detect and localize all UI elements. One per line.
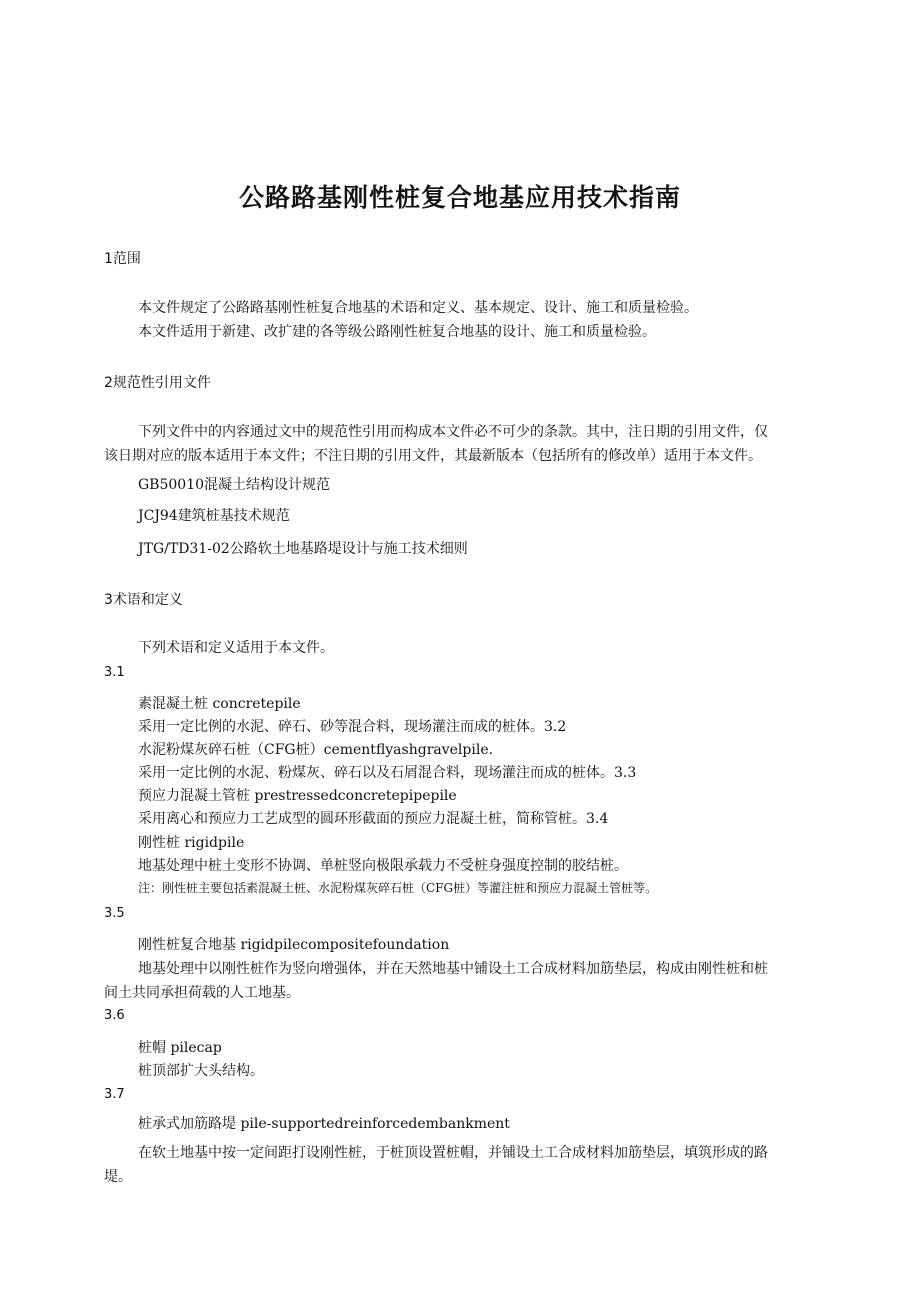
term-3-4-title: 刚性桩 rigidpile (138, 835, 245, 851)
term-3-3-definition: 采用离心和预应力工艺成型的圆环形截面的预应力混凝土桩，简称管桩。3.4 (138, 811, 609, 827)
term-number-3-1: 3.1 (104, 665, 125, 680)
reference-gb50010: GB50010混凝土结构设计规范 (138, 477, 331, 493)
section-1-paragraph-2: 本文件适用于新建、改扩建的各等级公路刚性桩复合地基的设计、施工和质量检验。 (138, 324, 656, 340)
term-3-7-definition-line-1: 在软土地基中按一定间距打设刚性桩，于桩顶设置桩帽，并铺设土工合成材料加筋垫层，填筑形成的路 (138, 1145, 768, 1161)
section-2-paragraph-line-1: 下列文件中的内容通过文中的规范性引用而构成本文件必不可少的条款。其中，注日期的引用文件，仅 (138, 424, 768, 440)
reference-jtg-td31-02: JTG/TD31-02公路软土地基路堤设计与施工技术细则 (138, 541, 468, 557)
term-3-2-definition: 采用一定比例的水泥、粉煤灰、碎石以及石屑混合料，现场灌注而成的桩体。3.3 (138, 765, 637, 781)
term-3-5-definition-line-1: 地基处理中以刚性桩作为竖向增强体，并在天然地基中铺设土工合成材料加筋垫层，构成由刚性桩和桩 (138, 961, 768, 977)
term-3-2-title: 水泥粉煤灰碎石桩（CFG桩）cementflyashgravelpile. (138, 742, 494, 758)
section-3-heading: 3术语和定义 (104, 592, 183, 608)
term-3-1-definition: 采用一定比例的水泥、碎石、砂等混合料，现场灌注而成的桩体。3.2 (138, 719, 567, 735)
term-number-3-6: 3.6 (104, 1008, 125, 1023)
section-1-heading: 1范围 (104, 251, 141, 267)
term-3-7-definition-line-2: 堤。 (104, 1169, 132, 1185)
term-3-3-title: 预应力混凝土管桩 prestressedconcretepipepile (138, 788, 457, 804)
section-3-intro: 下列术语和定义适用于本文件。 (138, 640, 334, 656)
term-number-3-7: 3.7 (104, 1087, 125, 1102)
term-3-5-title: 刚性桩复合地基 rigidpilecompositefoundation (138, 937, 450, 953)
section-2-paragraph-line-2: 该日期对应的版本适用于本文件；不注日期的引用文件，其最新版本（包括所有的修改单）适用于本文件。 (104, 448, 762, 464)
document-title: 公路路基刚性桩复合地基应用技术指南 (238, 183, 681, 212)
term-3-7-title: 桩承式加筋路堤 pile-supportedreinforcedembankment (138, 1116, 510, 1132)
term-3-4-definition: 地基处理中桩土变形不协调、单桩竖向极限承载力不受桩身强度控制的胶结桩。 (138, 858, 628, 874)
section-2-heading: 2规范性引用文件 (104, 375, 211, 391)
reference-jcj94: JCJ94建筑桩基技术规范 (138, 508, 290, 524)
section-1-paragraph-1: 本文件规定了公路路基刚性桩复合地基的术语和定义、基本规定、设计、施工和质量检验。 (138, 300, 698, 316)
term-3-1-title: 素混凝土桩 concretepile (138, 696, 301, 712)
term-3-5-definition-line-2: 间土共同承担荷载的人工地基。 (104, 985, 300, 1001)
term-3-6-definition: 桩顶部扩大头结构。 (138, 1063, 264, 1079)
term-3-4-note: 注：刚性桩主要包括素混凝土桩、水泥粉煤灰碎石桩（CFG桩）等灌注桩和预应力混凝土管桩等。 (138, 881, 658, 895)
term-number-3-5: 3.5 (104, 906, 125, 921)
term-3-6-title: 桩帽 pilecap (138, 1040, 222, 1056)
